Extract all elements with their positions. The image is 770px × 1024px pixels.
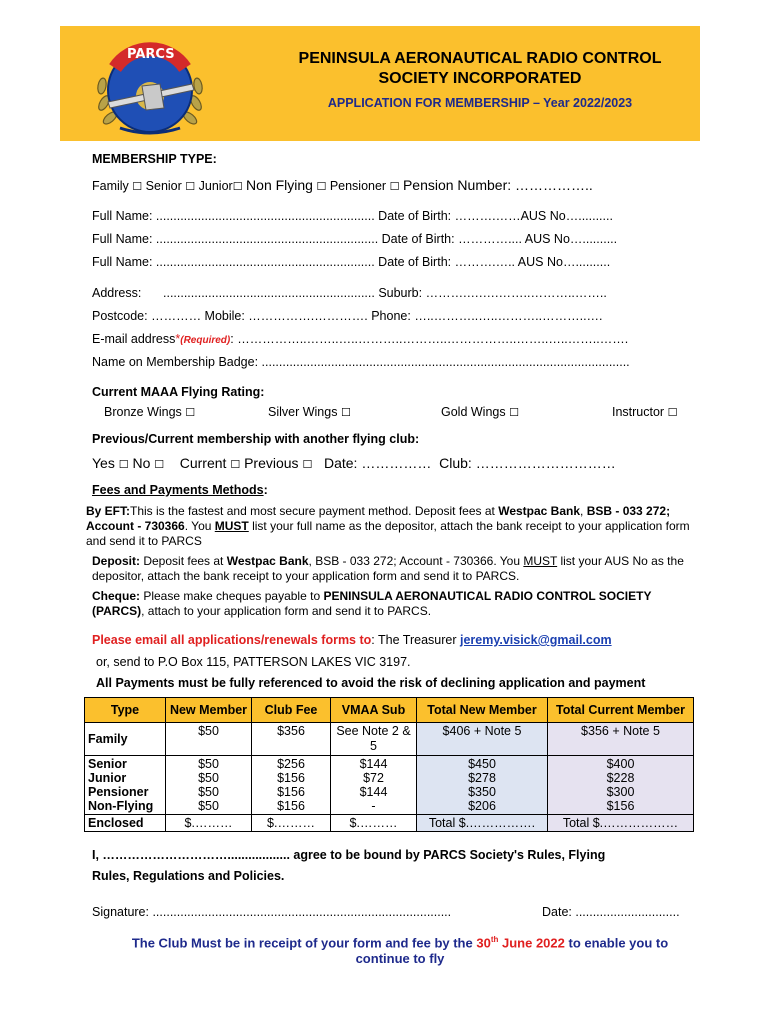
enclosed-club-fee-field[interactable]: $.……… [252, 815, 331, 832]
membership-type-options [92, 177, 593, 193]
eft-text-1: This is the fastest and most secure payment method. Deposit fees at [130, 504, 499, 518]
cell-type: Pensioner [88, 785, 149, 799]
eft-bank: Westpac Bank [498, 504, 581, 518]
fees-heading [92, 483, 268, 497]
cell-vmaa-sub: See Note 2 & 5 [331, 723, 417, 756]
cell-total-new: $450 [468, 757, 496, 771]
enclosed-total-new-field[interactable]: Total $.……………. [417, 815, 548, 832]
cell-type: Junior [88, 771, 127, 785]
col-type: Type [85, 698, 166, 723]
full-name-field-1[interactable]: Full Name: ............................................................... Date of Birth: ……….……AUS No….......... [92, 209, 613, 223]
yes-label: Yes [92, 455, 115, 471]
deposit-text-3: list your AUS No as the depositor, attach the bank receipt to your application form and send it to PARCS. [92, 554, 684, 583]
senior-label: Senior [145, 179, 182, 193]
col-club-fee: Club Fee [252, 698, 331, 723]
cell-club-fee: $256 [277, 757, 305, 771]
full-name-field-3[interactable]: Full Name: ............................................................... Date of Birth: ……….….. AUS No….......... [92, 255, 611, 269]
silver-wings-option[interactable] [268, 405, 351, 419]
deposit-bank: Westpac Bank [226, 554, 309, 568]
senior-checkbox[interactable]: ☐ [185, 180, 196, 193]
cell-club-fee: $156 [277, 785, 305, 799]
cell-type: Senior [88, 757, 127, 771]
fees-heading-colon: : [263, 483, 268, 497]
cheque-paragraph [92, 589, 698, 619]
reference-notice: All Payments must be fully referenced to avoid the risk of declining application and payment [96, 676, 646, 690]
bronze-wings-label: Bronze Wings [104, 405, 182, 419]
gold-wings-option[interactable] [441, 405, 519, 419]
pension-number-field[interactable]: Pension Number: …………….. [402, 177, 593, 193]
agreement-line-1[interactable]: I, ………………………….................. agree to be bound by PARCS Society's Rules, Flying [92, 848, 606, 862]
instructor-checkbox[interactable]: ☐ [667, 406, 678, 419]
cell-club-fee: $356 [252, 723, 331, 756]
fees-table [84, 697, 694, 832]
deposit-must: MUST [523, 554, 558, 568]
cell-vmaa-sub: - [371, 799, 376, 813]
treasurer-email-link[interactable]: jeremy.visick@gmail.com [459, 633, 612, 647]
postal-address: or, send to P.O Box 115, PATTERSON LAKES VIC 3197. [96, 655, 411, 669]
enclosed-vmaa-field[interactable]: $.……… [331, 815, 417, 832]
postcode-mobile-phone-fields[interactable]: Postcode: ………… Mobile: …………….…………. Phone: …..………..…..………..………..…. [92, 309, 603, 323]
row-total-current [548, 756, 694, 815]
previous-label: Previous [244, 455, 299, 471]
col-total-current: Total Current Member [548, 698, 694, 723]
cheque-text-2: , attach to your application form and send it to PARCS. [141, 604, 432, 618]
email-instruction-red: Please email all applications/renewals forms to [92, 633, 372, 647]
yes-checkbox[interactable]: ☐ [118, 458, 129, 471]
cheque-payee: PENINSULA AERONAUTICAL RADIO CONTROL SOCIETY (PARCS) [92, 589, 652, 618]
row-vmaa-sub [331, 756, 417, 815]
non-flying-label: Non Flying [246, 177, 313, 193]
deposit-paragraph [92, 554, 698, 584]
deadline-notice [60, 935, 740, 950]
parcs-logo [80, 28, 220, 143]
eft-bsb: BSB - 033 272; Account - 730366 [86, 504, 671, 533]
cell-vmaa-sub: $72 [363, 771, 384, 785]
cell-total-new: $206 [468, 799, 496, 813]
cell-vmaa-sub: $144 [359, 757, 388, 771]
cell-total-new: $406 + Note 5 [417, 723, 548, 756]
cell-club-fee: $156 [277, 771, 305, 785]
cell-new-member: $50 [198, 799, 219, 813]
silver-wings-label: Silver Wings [268, 405, 338, 419]
instructor-option[interactable] [612, 405, 677, 419]
previous-checkbox[interactable]: ☐ [302, 458, 313, 471]
row-types [85, 756, 166, 815]
family-checkbox[interactable]: ☐ [132, 180, 143, 193]
email-required-note: (Required) [180, 335, 231, 346]
club-date-field[interactable]: Date: …………… [323, 455, 432, 471]
enclosed-new-member-field[interactable]: $.……… [166, 815, 252, 832]
current-label: Current [179, 455, 227, 471]
email-dots: : ……………..……..…..………..………..……………..……..…..……..……. [230, 332, 629, 346]
eft-text-2: , [580, 504, 587, 518]
pensioner-label: Pensioner [329, 179, 387, 193]
email-field[interactable] [92, 332, 628, 346]
enclosed-total-current-field[interactable]: Total $.……………… [548, 815, 694, 832]
email-label: E-mail address [92, 332, 176, 346]
eft-label: By EFT: [86, 504, 131, 518]
club-name-field[interactable]: Club: ………………………… [439, 455, 616, 471]
cell-new-member: $50 [198, 785, 219, 799]
bronze-wings-checkbox[interactable]: ☐ [185, 406, 196, 419]
email-instruction [92, 633, 612, 647]
bronze-wings-option[interactable] [104, 405, 195, 419]
cell-total-current: $156 [606, 799, 635, 813]
gold-wings-checkbox[interactable]: ☐ [509, 406, 519, 419]
no-label: No [132, 455, 151, 471]
deposit-text-2: , BSB - 033 272; Account - 730366. You [308, 554, 524, 568]
table-header-row [85, 698, 694, 723]
table-row-enclosed [85, 815, 694, 832]
instructor-label: Instructor [612, 405, 665, 419]
cell-total-current: $300 [606, 785, 635, 799]
deadline-day-suffix: th [490, 935, 499, 944]
rating-heading: Current MAAA Flying Rating: [92, 385, 265, 399]
email-instruction-text: : The Treasurer [371, 633, 460, 647]
deadline-month-year: June 2022 [498, 935, 565, 951]
table-row [85, 723, 694, 756]
current-checkbox[interactable]: ☐ [230, 458, 241, 471]
row-total-new [417, 756, 548, 815]
deadline-notice-line-2: continue to fly [355, 951, 445, 966]
cell-type: Enclosed [85, 815, 166, 832]
cell-club-fee: $156 [277, 799, 305, 813]
email-required-star: * [175, 332, 181, 346]
eft-must: MUST [214, 519, 249, 533]
cell-vmaa-sub: $144 [359, 785, 388, 799]
cell-type: Non-Flying [88, 799, 154, 813]
deadline-day: 30 [476, 935, 491, 951]
cell-new-member: $50 [198, 771, 219, 785]
deposit-label: Deposit: [92, 554, 140, 568]
family-label: Family [92, 179, 129, 193]
deadline-text-2: to enable you to [564, 935, 669, 951]
col-total-new: Total New Member [417, 698, 548, 723]
cheque-label: Cheque: [92, 589, 140, 603]
badge-name-field[interactable]: Name on Membership Badge: .......................................................................................................... [92, 355, 630, 369]
row-new-member [166, 756, 252, 815]
logo-text: PARCS [127, 47, 175, 62]
cell-total-new: $278 [468, 771, 496, 785]
table-row [85, 756, 694, 815]
cell-new-member: $50 [166, 723, 252, 756]
address-field[interactable]: ............................................................. Suburb: ……….….….……..………..…….. [163, 286, 607, 300]
previous-club-options [92, 455, 616, 471]
title-line-1: PENINSULA AERONAUTICAL RADIO CONTROL [298, 50, 662, 67]
gold-wings-label: Gold Wings [441, 405, 506, 419]
cell-type: Family [85, 723, 166, 756]
row-club-fee [252, 756, 331, 815]
cell-total-current: $228 [606, 771, 635, 785]
eft-text-3: . You [184, 519, 215, 533]
junior-checkbox[interactable]: ☐ [232, 180, 243, 193]
cell-new-member: $50 [198, 757, 219, 771]
pensioner-checkbox[interactable]: ☐ [389, 180, 400, 193]
cheque-text-1: Please make cheques payable to [140, 589, 324, 603]
form-subtitle: APPLICATION FOR MEMBERSHIP – Year 2022/2023 [327, 96, 633, 110]
junior-label: Junior [198, 179, 233, 193]
title-line-2: SOCIETY INCORPORATED [378, 70, 582, 87]
signature-field[interactable]: Signature: ...................................................................................... [92, 905, 452, 919]
col-new-member: New Member [166, 698, 252, 723]
no-checkbox[interactable]: ☐ [154, 458, 165, 471]
cell-total-current: $400 [606, 757, 635, 771]
membership-type-heading: MEMBERSHIP TYPE: [92, 152, 217, 166]
full-name-field-2[interactable]: Full Name: ................................................................ Date of Birth: ………….... AUS No….......... [92, 232, 618, 246]
fees-heading-text: Fees and Payments Methods [92, 483, 264, 497]
cell-total-current: $356 + Note 5 [548, 723, 694, 756]
previous-club-heading: Previous/Current membership with another flying club: [92, 432, 420, 446]
address-label: Address: [92, 286, 142, 300]
deposit-text-1: Deposit fees at [140, 554, 227, 568]
col-vmaa-sub: VMAA Sub [331, 698, 417, 723]
agreement-line-2: Rules, Regulations and Policies. [92, 869, 285, 883]
deadline-text-1: The Club Must be in receipt of your form and fee by the [131, 935, 477, 951]
eft-paragraph [86, 504, 698, 549]
cell-total-new: $350 [468, 785, 496, 799]
eft-text-4: list your full name as the depositor, attach the bank receipt to your application form and send it to PARCS [86, 519, 690, 548]
silver-wings-checkbox[interactable]: ☐ [340, 406, 351, 419]
signature-date-field[interactable]: Date: .............................. [542, 905, 680, 919]
non-flying-checkbox[interactable]: ☐ [316, 180, 327, 193]
